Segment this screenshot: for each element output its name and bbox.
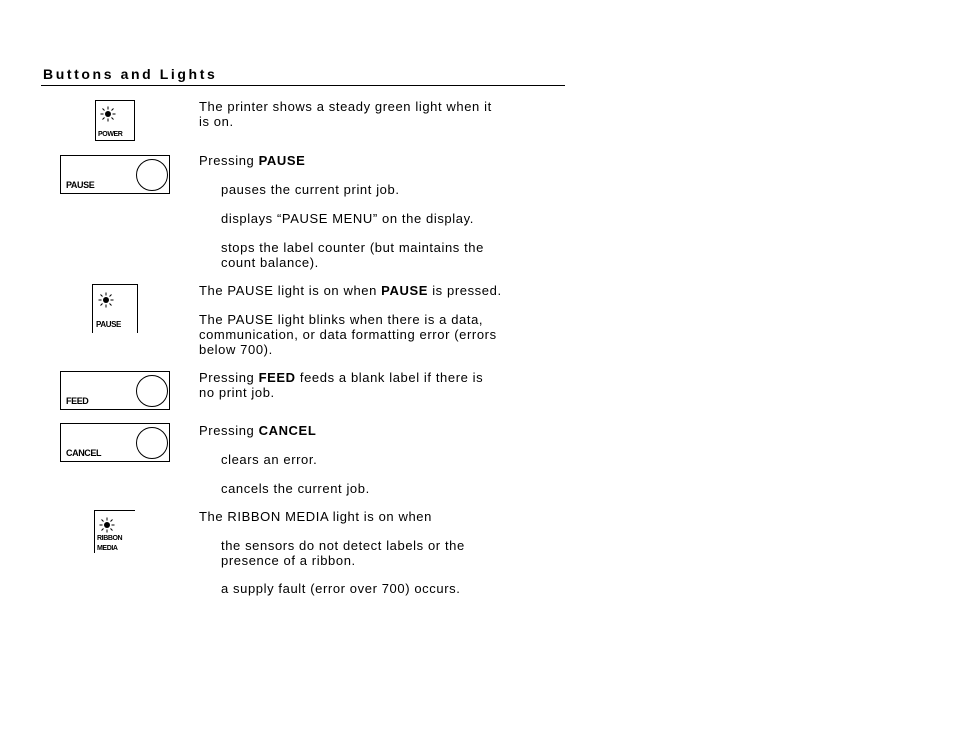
heading-rule [41, 85, 565, 86]
cancel-bullet-1: clears an error. [221, 452, 318, 467]
power-description-line1: The printer shows a steady green light when it [199, 99, 492, 114]
pause-intro [199, 154, 305, 169]
led-icon [98, 292, 114, 308]
power-description-line2: is on. [199, 114, 234, 129]
pause-bullet-2: displays “PAUSE MENU” on the display. [221, 211, 474, 226]
ribbon-bullet-2: a supply fault (error over 700) occurs. [221, 581, 461, 596]
pause-bullet-3-line2: count balance). [221, 255, 319, 270]
cancel-intro [199, 424, 316, 439]
ribbon-bullet-1-line2: presence of a ribbon. [221, 553, 356, 568]
feed-prefix: Pressing [199, 370, 259, 385]
power-light-label: POWER [98, 131, 123, 138]
feed-description-line2: no print job. [199, 385, 275, 400]
cancel-button-circle [136, 427, 168, 459]
pause-light-on-prefix: The PAUSE light is on when [199, 283, 382, 298]
feed-description-line1 [199, 371, 483, 386]
pause-light-blink-line2: communication, or data formatting error (errors [199, 327, 497, 342]
feed-button-circle [136, 375, 168, 407]
pause-button-circle [136, 159, 168, 191]
pause-light-on-suffix: is pressed. [427, 283, 502, 298]
feed-button-illustration [60, 371, 170, 410]
pause-light-illustration [92, 284, 138, 333]
led-icon [99, 517, 115, 533]
led-icon [100, 106, 116, 122]
pause-bullet-1: pauses the current print job. [221, 182, 400, 197]
pause-key: PAUSE [258, 153, 306, 168]
cancel-key: CANCEL [258, 423, 317, 438]
pause-light-blink-line1: The PAUSE light blinks when there is a data, [199, 312, 484, 327]
ribbon-light-label-line2: MEDIA [97, 545, 118, 552]
cancel-intro-prefix: Pressing [199, 423, 259, 438]
ribbon-media-light-illustration [94, 510, 135, 553]
feed-suffix: feeds a blank label if there is [295, 370, 484, 385]
power-light-illustration [95, 100, 135, 141]
cancel-bullet-2: cancels the current job. [221, 481, 370, 496]
pause-button-illustration [60, 155, 170, 194]
cancel-button-label: CANCEL [66, 448, 102, 458]
ribbon-light-label-line1: RIBBON [97, 535, 123, 542]
pause-intro-prefix: Pressing [199, 153, 259, 168]
section-heading: Buttons and Lights [43, 66, 218, 82]
pause-button-label: PAUSE [66, 180, 95, 190]
cancel-button-illustration [60, 423, 170, 462]
pause-bullet-3-line1: stops the label counter (but maintains the [221, 240, 484, 255]
ribbon-intro: The RIBBON MEDIA light is on when [199, 509, 432, 524]
pause-light-blink-line3: below 700). [199, 342, 273, 357]
pause-light-on [199, 284, 502, 299]
pause-light-key: PAUSE [381, 283, 428, 298]
ribbon-bullet-1-line1: the sensors do not detect labels or the [221, 538, 465, 553]
feed-key: FEED [258, 370, 296, 385]
pause-light-label: PAUSE [96, 320, 121, 329]
feed-button-label: FEED [66, 396, 89, 406]
